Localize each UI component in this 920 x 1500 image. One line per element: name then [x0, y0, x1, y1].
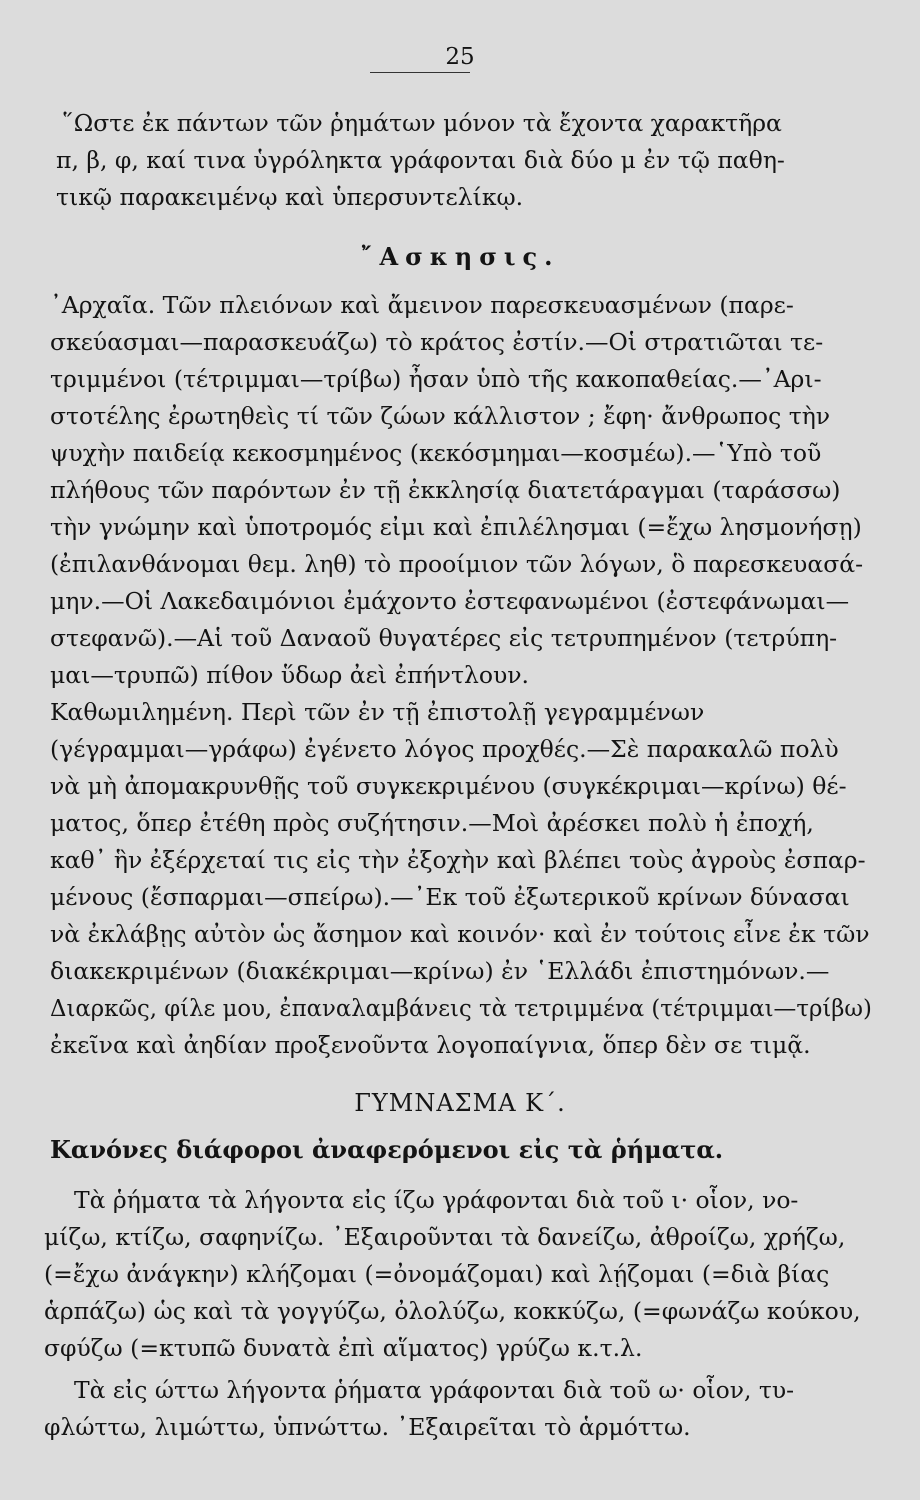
text-line: σφύζω (=κτυπῶ δυνατὰ ἐπὶ αἵματος) γρύζω κ.τ.λ. — [44, 1334, 643, 1362]
text-line: ψυχὴν παιδείᾳ κεκοσμημένος (κεκόσμημαι—κοσμέω).—῾Υπὸ τοῦ — [50, 439, 822, 467]
text-line: μην.—Οἱ Λακεδαιμόνιοι ἐμάχοντο ἐστεφανωμένοι (ἐστεφάνωμαι— — [50, 587, 850, 615]
text-line: Διαρκῶς, φίλε μου, ἐπαναλαμβάνεις τὰ τετριμμένα (τέτριμμαι—τρίβω) — [50, 994, 872, 1022]
text-line: στεφανῶ).—Αἱ τοῦ Δαναοῦ θυγατέρες εἰς τετρυπημένον (τετρύπη- — [50, 624, 838, 652]
text-line: τικῷ παρακειμένῳ καὶ ὑπερσυντελίκῳ. — [56, 183, 524, 211]
text-line: στοτέλης ἐρωτηθεὶς τί τῶν ζώων κάλλιστον ; ἔφη· ἄνθρωπος τὴν — [50, 402, 831, 430]
text-line: Τὰ ῥήματα τὰ λήγοντα εἰς ίζω γράφονται διὰ τοῦ ι· οἷον, νο- — [74, 1186, 799, 1214]
rules-heading: Κανόνες διάφοροι ἀναφερόμενοι εἰς τὰ ῥήματα. — [50, 1135, 724, 1164]
text-line: πλήθους τῶν παρόντων ἐν τῇ ἐκκλησίᾳ διατετάραγμαι (ταράσσω) — [50, 476, 841, 504]
page-number-rule — [370, 72, 470, 73]
text-line: μένους (ἔσπαρμαι—σπείρω).—᾿Εκ τοῦ ἐξωτερικοῦ κρίνων δύνασαι — [50, 883, 850, 911]
text-line: φλώττω, λιμώττω, ὑπνώττω. ᾿Εξαιρεῖται τὸ ἁρμόττω. — [44, 1413, 691, 1441]
text-line: ἐκεῖνα καὶ ἀηδίαν προξενοῦντα λογοπαίγνια, ὅπερ δὲν σε τιμᾷ. — [50, 1031, 811, 1059]
text-line: μαι—τρυπῶ) πίθον ὕδωρ ἀεὶ ἐπήντλουν. — [50, 661, 530, 689]
text-line: (γέγραμμαι—γράφω) ἐγένετο λόγος προχθές.—Σὲ παρακαλῶ πολὺ — [50, 735, 839, 763]
text-line: ἁρπάζω) ὡς καὶ τὰ γογγύζω, ὀλολύζω, κοκκύζω, (=φωνάζω κούκου, — [44, 1297, 861, 1325]
text-line: Καθωμιλημένη. Περὶ τῶν ἐν τῇ ἐπιστολῇ γεγραμμένων — [50, 698, 705, 726]
exercise-title: ΓΥΜΝΑΣΜΑ Κ΄. — [354, 1089, 566, 1117]
text-line: (ἐπιλανθάνομαι θεμ. ληθ) τὸ προοίμιον τῶν λόγων, ὃ παρεσκευασά- — [50, 550, 864, 578]
text-line: (=ἔχω ἀνάγκην) κλήζομαι (=ὀνομάζομαι) καὶ λῄζομαι (=διὰ βίας — [44, 1260, 830, 1288]
text-line: Τὰ εἰς ώττω λήγοντα ῥήματα γράφονται διὰ τοῦ ω· οἷον, τυ- — [74, 1376, 795, 1404]
text-line: σκεύασμαι—παρασκευάζω) τὸ κράτος ἐστίν.—Οἱ στρατιῶται τε- — [50, 328, 824, 356]
text-line: τριμμένοι (τέτριμμαι—τρίβω) ἦσαν ὑπὸ τῆς κακοπαθείας.—᾿Αρι- — [50, 365, 822, 393]
text-line: ῞Ωστε ἐκ πάντων τῶν ῥημάτων μόνον τὰ ἔχοντα χαρακτῆρα — [62, 109, 782, 137]
text-line: ματος, ὅπερ ἐτέθη πρὸς συζήτησιν.—Μοὶ ἀρέσκει πολὺ ἡ ἐποχή, — [50, 809, 814, 837]
text-line: π, β, φ, καί τινα ὑγρόληκτα γράφονται διὰ δύο μ ἐν τῷ παθη- — [56, 146, 785, 174]
text-line: διακεκριμένων (διακέκριμαι—κρίνω) ἐν ῾Ελλάδι ἐπιστημόνων.— — [50, 957, 830, 985]
text-line: καθ᾿ ἣν ἐξέρχεταί τις εἰς τὴν ἐξοχὴν καὶ βλέπει τοὺς ἀγροὺς ἐσπαρ- — [50, 846, 866, 874]
text-line: τὴν γνώμην καὶ ὑποτρομός εἰμι καὶ ἐπιλέλησμαι (=ἔχω λησμονήσῃ) — [50, 513, 862, 541]
text-line: νὰ μὴ ἀπομακρυνθῇς τοῦ συγκεκριμένου (συγκέκριμαι—κρίνω) θέ- — [50, 772, 847, 800]
text-line: νὰ ἐκλάβῃς αὐτὸν ὡς ἄσημον καὶ κοινόν· καὶ ἐν τούτοις εἶνε ἐκ τῶν — [50, 920, 870, 948]
text-line: ᾿Αρχαῖα. Τῶν πλειόνων καὶ ἄμεινον παρεσκευασμένων (παρε- — [50, 291, 794, 319]
text-line: μίζω, κτίζω, σαφηνίζω. ᾿Εξαιροῦνται τὰ δανείζω, ἀθροίζω, χρήζω, — [44, 1223, 846, 1251]
section-heading: ῎Ασκησις. — [360, 242, 560, 271]
page-number: 25 — [445, 44, 475, 70]
